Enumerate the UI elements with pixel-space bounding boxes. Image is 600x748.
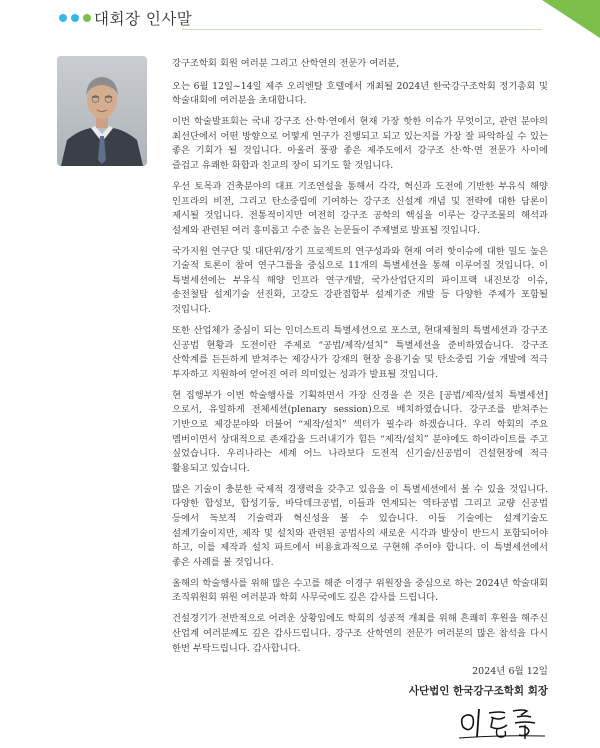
page-header (0, 0, 600, 38)
letter-greeting: 강구조학회 회원 여러분 그리고 산학연의 전문가 여러분, (172, 58, 400, 69)
letter-paragraph: 또한 산업체가 중심이 되는 인더스트리 특별세션으로 포스코, 현대제철의 특별세션과 강구조 신공법 현황과 도전이란 주제로 “공법/제작/설치” 특별세션을 준비하였습니다. 강구조 산학계를 든든하게 받쳐주는 제강사가 강재의 현장 응용기술 및 탄소중립 기술 개발에 적극 투자하고 지원하여 얻어진 여러 의미있는 성과가 발표될 것입니다. (172, 325, 548, 380)
handwritten-signature (455, 705, 550, 741)
letter-date: 2024년 6월 12일 (472, 666, 548, 677)
greeting-letter (172, 57, 548, 662)
letter-paragraph: 국가지원 연구단 및 대단위/장기 프로젝트의 연구성과와 현재 여러 핫이슈에 대한 밀도 높은 기술적 토론이 참여 연구그룹을 중심으로 11개의 특별세션을 통해 이루어질 것입니다. 이 특별세션에는 부유식 해양 인프라 연구개발, 국가산업단지의 파이프랙 내진보강 이슈, 송전철탑 설계기술 선진화, 고강도 강관접합부 설계기준 개발 등 다양한 주제가 포함될 것입니다. (172, 245, 548, 316)
corner-accent (542, 0, 600, 38)
letter-paragraph: 오는 6월 12일~14일 제주 오리엔탈 호텔에서 개최될 2024년 한국강구조학회 정기총회 및 학술대회에 여러분을 초대합니다. (172, 80, 548, 107)
letter-paragraph: 많은 기술이 충분한 국제적 경쟁력을 갖추고 있음을 이 특별세션에서 볼 수 있을 것입니다. 다양한 합성보, 합성기둥, 바닥데크공법, 이들과 연계되는 역타공법 그리고 교량 신공법 등에서 독보적 기술력과 혁신성을 볼 수 있습니다. 이들 기술에는 설계기술도 설계기술이지만, 제작 및 설치와 관련된 공법사의 새로운 시각과 발상이 반드시 포함되어야 하고, 이를 제작과 설치 파트에서 비용효과적으로 구현해 주어야 합니다. 이 특별세션에서 좋은 사례를 볼 것입니다. (172, 483, 548, 568)
letter-paragraph: 현 집행부가 이번 학술행사를 기획하면서 가장 신경을 쓴 것은 [공법/제작/설치 특별세션]으로서, 유일하게 전체세션(plenary session)으로 배치하였습니다. 강구조를 받쳐주는 기반으로 제강분야와 더불어 “제작/설치” 섹터가 필수라 하겠습니다. 우리 학회의 주요 멤버이면서 상대적으로 존재감을 드러내기가 힘든 “제작/설치” 분야에도 하이라이트를 주고 싶었습니다. 우리나라는 세계 어느 나라보다 도전적 신기술/신공법이 건설현장에 적극 활용되고 있습니다. (172, 389, 548, 474)
letter-paragraph: 우선 토목과 건축분야의 대표 기조연설을 통해서 각각, 혁신과 도전에 기반한 부유식 해양 인프라의 비전, 그리고 탄소중립에 기여하는 강구조 신설계 개념 및 전략에 대한 담론이 제시될 것입니다. 전통적이지만 여전히 강구조 공학의 핵심을 이루는 강구조물의 해석과 설계와 관련된 여러 흥미롭고 수준 높은 논문들이 주제별로 발표될 것입니다. (172, 180, 548, 236)
title-divider (182, 29, 542, 30)
letter-paragraph: 이번 학술발표회는 국내 강구조 산·학·연에서 현재 가장 핫한 이슈가 무엇이고, 관련 분야의 최선단에서 어떤 방향으로 어떻게 연구가 진행되고 되고 있는지를 가장 잘 파악하실 수 있는 좋은 기회가 될 것입니다. 아울러 풍광 좋은 제주도에서 강구조 산·학·연 전문가 사이에 즐겁고 유쾌한 화합과 친교의 장이 되기도 할 것입니다. (172, 116, 548, 171)
header-dots (59, 14, 91, 22)
letter-paragraph: 건설경기가 전반적으로 어려운 상황임에도 학회의 성공적 개최를 위해 흔쾌히 후원을 해주신 산업계 여러분께도 깊은 감사드립니다. 강구조 산학연의 전문가 여러분의 많은 참석을 다시 한번 부탁드립니다. 감사합니다. (172, 613, 548, 654)
dot-icon (83, 14, 91, 22)
letter-paragraph: 올해의 학술행사를 위해 많은 수고를 해준 이경구 위원장을 중심으로 하는 2024년 학술대회 조직위원회 위원 여러분과 학회 사무국에도 깊은 감사를 드립니다. (172, 577, 548, 604)
dot-icon (71, 14, 79, 22)
president-photo (57, 56, 147, 166)
signer-title: 사단법인 한국강구조학회 회장 (408, 685, 548, 697)
dot-icon (59, 14, 67, 22)
page-title: 대회장 인사말 (94, 10, 193, 28)
